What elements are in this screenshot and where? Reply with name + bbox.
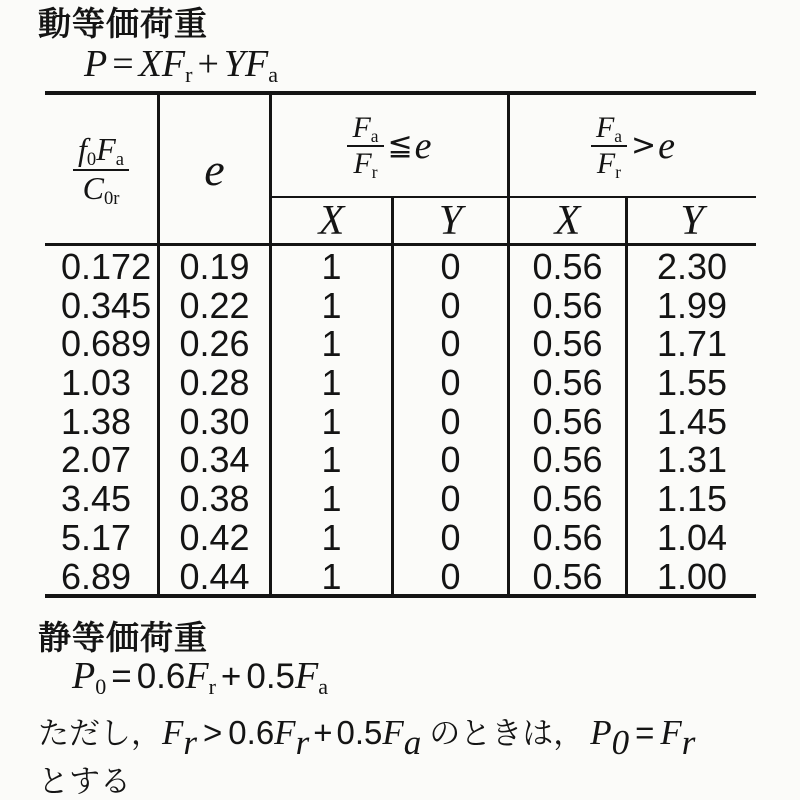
static-load-heading: 静等価荷重 <box>38 619 208 656</box>
coefficient-0-5: 0.5 <box>246 657 296 696</box>
table-cell: 1.00 <box>656 555 728 597</box>
less-equal-sign: ≦ <box>387 128 413 163</box>
table-cell: 1 <box>272 285 394 327</box>
subscript-r: r <box>295 722 310 762</box>
static-load-condition <box>38 708 696 762</box>
table-cell: 1.03 <box>45 362 160 404</box>
header-e: e <box>160 95 272 243</box>
subheader-X2: X <box>510 198 628 243</box>
fraction-numerator: $F_a$ <box>591 112 627 148</box>
subheader-Y1: Y <box>394 198 510 243</box>
table-cell: 0.56 <box>510 362 628 404</box>
header-group-FaFr-le-e <box>272 95 510 198</box>
var-F: F <box>162 713 184 752</box>
dynamic-load-formula <box>84 42 278 86</box>
fraction-denominator: $F_r$ <box>596 147 622 182</box>
table-cell: 0 <box>394 556 510 598</box>
table-row <box>45 478 756 520</box>
table-cell: 0 <box>394 478 510 520</box>
table-cell: 0.56 <box>510 439 628 481</box>
fraction-Fa-over-Fr <box>591 112 627 180</box>
table-row <box>45 246 756 285</box>
table-cell: 0.56 <box>510 478 628 520</box>
table-cell: 1 <box>272 401 394 443</box>
coefficient-0-6: 0.6 <box>136 657 186 696</box>
var-P0: P <box>72 655 96 697</box>
table-cell: 0 <box>394 323 510 365</box>
var-e: e <box>658 124 676 167</box>
table-cell: 6.89 <box>45 556 160 598</box>
subscript-0: 0 <box>611 722 630 762</box>
var-e: e <box>414 124 432 167</box>
subheader-X1: X <box>272 198 394 243</box>
table-row <box>45 439 756 481</box>
table-body <box>45 246 756 597</box>
table-cell: 1.55 <box>656 362 728 404</box>
var-F: F <box>185 655 209 697</box>
header-f0Fa-C0r <box>45 95 160 243</box>
greater-than-sign: > <box>203 714 223 751</box>
subscript-0: 0 <box>95 674 107 700</box>
table-cell: 1 <box>272 517 394 559</box>
var-P0: P <box>590 713 612 752</box>
table-cell: 0.56 <box>510 323 628 365</box>
subscript-a: a <box>268 62 279 88</box>
table-cell: 1 <box>272 478 394 520</box>
subscript-a: a <box>318 674 329 700</box>
table-cell: 0.19 <box>160 246 272 288</box>
coefficient-0-5: 0.5 <box>336 714 383 751</box>
table-cell: 0.26 <box>160 323 272 365</box>
table-cell: 0.42 <box>160 517 272 559</box>
table-cell: 2.30 <box>656 246 728 287</box>
table-cell: 5.17 <box>45 517 160 559</box>
table-cell: 0.22 <box>160 285 272 327</box>
coefficient-0-6: 0.6 <box>228 714 275 751</box>
table-cell: 0.34 <box>160 439 272 481</box>
header-group-FaFr-gt-e <box>510 95 756 198</box>
table-cell: 1 <box>272 556 394 598</box>
var-F: F <box>295 655 319 697</box>
var-P: P <box>84 43 108 85</box>
subscript-a: a <box>403 722 422 762</box>
table-cell: 0 <box>394 362 510 404</box>
table-cell: 0.38 <box>160 478 272 520</box>
table-cell: 1.38 <box>45 401 160 443</box>
table-cell: 0 <box>394 517 510 559</box>
var-F: F <box>274 713 296 752</box>
equals-sign: = <box>635 714 655 751</box>
table-row <box>45 323 756 365</box>
fraction-denominator: $F_r$ <box>353 147 378 182</box>
table-cell: 1 <box>272 323 394 365</box>
fraction-f0Fa-over-C0r <box>73 130 129 209</box>
table-row <box>45 517 756 556</box>
table-cell: 0.345 <box>45 285 160 327</box>
table-cell: 0 <box>394 439 510 481</box>
table-header <box>45 95 756 246</box>
table-cell: 0.56 <box>510 285 628 327</box>
table-row <box>45 556 756 595</box>
table-cell: 0.56 <box>510 517 628 559</box>
dynamic-load-heading: 動等価荷重 <box>38 5 208 42</box>
subscript-r: r <box>681 722 696 762</box>
plus-sign: + <box>197 43 219 85</box>
table-row <box>45 285 756 324</box>
table-row <box>45 401 756 440</box>
equals-sign: = <box>111 657 132 696</box>
term-XF: XF <box>138 43 186 85</box>
table-cell: 0 <box>394 401 510 443</box>
term-YF: YF <box>223 43 269 85</box>
table-row <box>45 362 756 404</box>
var-F: F <box>382 713 404 752</box>
table-cell: 1 <box>272 362 394 404</box>
fraction-numerator: $f_0F_a$ <box>73 133 129 171</box>
table-cell: 1.31 <box>656 439 728 481</box>
load-factor-table <box>45 91 756 598</box>
table-cell: 0.172 <box>45 246 160 288</box>
table-cell: 0.689 <box>45 323 160 365</box>
table-cell: 0 <box>394 246 510 288</box>
condition-lead-text: ただし， <box>38 716 162 751</box>
subscript-r: r <box>208 674 216 700</box>
table-cell: 1.45 <box>656 400 728 442</box>
fraction-numerator: $F_a$ <box>347 112 383 148</box>
static-load-formula <box>72 654 328 698</box>
condition-mid-text: のときは， <box>429 716 585 751</box>
table-cell: 0.28 <box>160 362 272 404</box>
fraction-denominator: $C_{0r}$ <box>82 169 120 209</box>
subheader-Y2: Y <box>680 197 704 244</box>
table-cell: 1.15 <box>656 478 728 520</box>
table-cell: 1.99 <box>656 284 728 326</box>
table-cell: 0.56 <box>510 246 628 288</box>
greater-than-sign: > <box>631 128 657 163</box>
table-cell: 1.04 <box>656 516 728 558</box>
table-cell: 1.71 <box>656 323 728 365</box>
fraction-Fa-over-Fr <box>347 112 383 180</box>
table-cell: 0.30 <box>160 401 272 443</box>
table-cell: 0 <box>394 285 510 327</box>
table-cell: 3.45 <box>45 478 160 520</box>
table-cell: 1 <box>272 439 394 481</box>
subscript-r: r <box>183 722 198 762</box>
table-cell: 2.07 <box>45 439 160 481</box>
table-cell: 1 <box>272 246 394 288</box>
closing-text: とする <box>38 764 131 799</box>
table-cell: 0.56 <box>510 556 628 598</box>
equals-sign: = <box>112 43 134 85</box>
plus-sign: + <box>313 714 333 751</box>
subscript-r: r <box>185 62 193 88</box>
table-cell: 0.44 <box>160 556 272 598</box>
var-F: F <box>660 713 682 752</box>
table-cell: 0.56 <box>510 401 628 443</box>
plus-sign: + <box>220 657 242 696</box>
